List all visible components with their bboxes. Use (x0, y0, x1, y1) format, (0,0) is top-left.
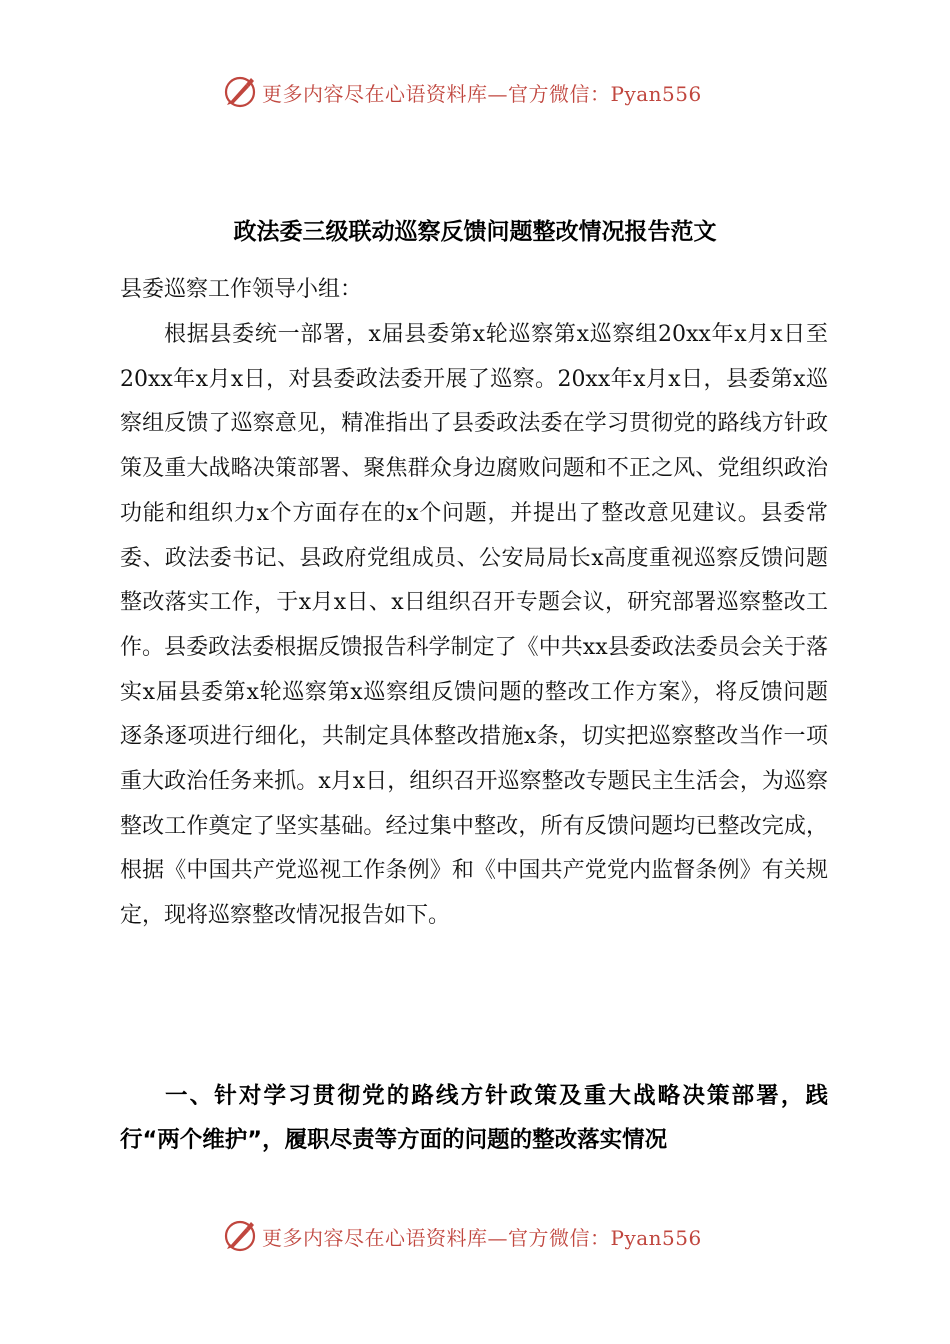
document-title: 政法委三级联动巡察反馈问题整改情况报告范文 (233, 219, 717, 245)
watermark-text: 更多内容尽在心语资料库—官方微信：Pyan556 (262, 1225, 702, 1250)
pen-circle-logo-icon (222, 1218, 258, 1254)
section-heading: 一、针对学习贯彻党的路线方针政策及重大战略决策部署，践行“两个维护”，履职尽责等方面的问题的整改落实情况 (120, 1083, 828, 1153)
salutation: 县委巡察工作领导小组： (120, 277, 363, 302)
watermark-text: 更多内容尽在心语资料库—官方微信：Pyan556 (262, 81, 702, 106)
pen-circle-logo-icon (222, 74, 258, 110)
watermark-banner-bottom (222, 1216, 742, 1256)
body-paragraph: 根据县委统一部署，x届县委第x轮巡察第x巡察组20xx年x月x日至20xx年x月x日，对县委政法委开展了巡察。20xx年x月x日，县委第x巡察组反馈了巡察意见，精准指出了县委政法委在学习贯彻党的路线方针政策及重大战略决策部署、聚焦群众身边腐败问题和不正之风、党组织政治功能和组织力x个方面存在的x个问题，并提出了整改意见建议。县委常委、政法委书记、县政府党组成员、公安局局长x高度重视巡察反馈问题整改落实工作，于x月x日、x日组织召开专题会议，研究部署巡察整改工作。县委政法委根据反馈报告科学制定了《中共xx县委政法委员会关于落实x届县委第x轮巡察第x巡察组反馈问题的整改工作方案》，将反馈问题逐条逐项进行细化，共制定具体整改措施x条，切实把巡察整改当作一项重大政治任务来抓。x月x日，组织召开巡察整改专题民主生活会，为巡察整改工作奠定了坚实基础。经过集中整改，所有反馈问题均已整改完成，根据《中国共产党巡视工作条例》和《中国共产党党内监督条例》有关规定，现将巡察整改情况报告如下。 (120, 322, 828, 929)
watermark-banner-top (222, 72, 742, 112)
